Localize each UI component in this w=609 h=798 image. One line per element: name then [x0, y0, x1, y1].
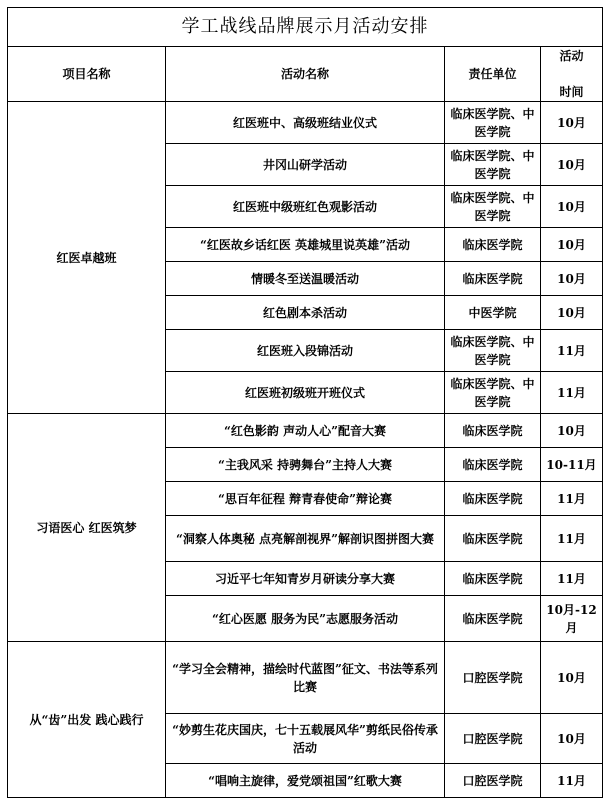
project-name-cell: 习语医心 红医筑梦 — [8, 414, 166, 642]
activity-time-cell: 11月 — [541, 562, 603, 596]
activity-time-cell: 10月 — [541, 296, 603, 330]
activity-time-cell: 10月 — [541, 714, 603, 764]
activity-name-cell: “洞察人体奥秘 点亮解剖视界”解剖识图拼图大赛 — [166, 516, 445, 562]
activity-time-cell: 10月 — [541, 262, 603, 296]
activity-schedule-table — [7, 7, 603, 798]
responsible-unit-cell: 口腔医学院 — [445, 642, 541, 714]
activity-name-cell: “红心医愿 服务为民”志愿服务活动 — [166, 596, 445, 642]
responsible-unit-cell: 临床医学院 — [445, 228, 541, 262]
responsible-unit-cell: 中医学院 — [445, 296, 541, 330]
activity-name-cell: “学习全会精神，描绘时代蓝图”征文、书法等系列比赛 — [166, 642, 445, 714]
activity-name-cell: “思百年征程 辩青春使命”辩论赛 — [166, 482, 445, 516]
activity-name-cell: “红医故乡话红医 英雄城里说英雄”活动 — [166, 228, 445, 262]
activity-time-cell: 10-11月 — [541, 448, 603, 482]
responsible-unit-cell: 临床医学院 — [445, 262, 541, 296]
activity-time-cell: 10月 — [541, 102, 603, 144]
header-time-line1: 活动 — [559, 49, 584, 63]
header-row — [8, 47, 603, 102]
activity-name-cell: 红医班中、高级班结业仪式 — [166, 102, 445, 144]
responsible-unit-cell: 临床医学院 — [445, 448, 541, 482]
activity-name-cell: “唱响主旋律，爱党颂祖国”红歌大赛 — [166, 764, 445, 798]
activity-name-cell: “妙剪生花庆国庆，七十五载展风华”剪纸民俗传承活动 — [166, 714, 445, 764]
responsible-unit-cell: 临床医学院、中医学院 — [445, 330, 541, 372]
header-project: 项目名称 — [8, 47, 166, 102]
responsible-unit-cell: 临床医学院 — [445, 414, 541, 448]
activity-time-cell: 11月 — [541, 372, 603, 414]
activity-name-cell: 红医班初级班开班仪式 — [166, 372, 445, 414]
responsible-unit-cell: 临床医学院 — [445, 482, 541, 516]
header-unit: 责任单位 — [445, 47, 541, 102]
responsible-unit-cell: 临床医学院、中医学院 — [445, 144, 541, 186]
table-row — [8, 414, 603, 448]
activity-name-cell: 情暖冬至送温暖活动 — [166, 262, 445, 296]
table-row — [8, 642, 603, 714]
responsible-unit-cell: 临床医学院 — [445, 596, 541, 642]
activity-name-cell: “红色影韵 声动人心”配音大赛 — [166, 414, 445, 448]
table-title: 学工战线品牌展示月活动安排 — [8, 8, 603, 47]
activity-name-cell: 井冈山研学活动 — [166, 144, 445, 186]
activity-time-cell: 11月 — [541, 764, 603, 798]
activity-name-cell: 习近平七年知青岁月研读分享大赛 — [166, 562, 445, 596]
activity-time-cell: 10月 — [541, 642, 603, 714]
activity-time-cell: 11月 — [541, 482, 603, 516]
activity-time-cell: 10月 — [541, 186, 603, 228]
header-time-line2: 时间 — [559, 85, 584, 99]
activity-time-cell: 10月 — [541, 414, 603, 448]
responsible-unit-cell: 临床医学院 — [445, 562, 541, 596]
title-row — [8, 8, 603, 47]
responsible-unit-cell: 临床医学院 — [445, 516, 541, 562]
header-activity: 活动名称 — [166, 47, 445, 102]
activity-name-cell: “主我风采 持骋舞台”主持人大赛 — [166, 448, 445, 482]
activity-name-cell: 红医班中级班红色观影活动 — [166, 186, 445, 228]
responsible-unit-cell: 口腔医学院 — [445, 714, 541, 764]
responsible-unit-cell: 临床医学院、中医学院 — [445, 372, 541, 414]
activity-time-cell: 11月 — [541, 330, 603, 372]
activity-time-cell: 10月-12月 — [541, 596, 603, 642]
table-row — [8, 102, 603, 144]
activity-time-cell: 11月 — [541, 516, 603, 562]
responsible-unit-cell: 临床医学院、中医学院 — [445, 186, 541, 228]
activity-name-cell: 红色剧本杀活动 — [166, 296, 445, 330]
responsible-unit-cell: 口腔医学院 — [445, 764, 541, 798]
header-time — [541, 47, 603, 102]
activity-time-cell: 10月 — [541, 228, 603, 262]
project-name-cell: 从“齿”出发 践心践行 — [8, 642, 166, 798]
activity-time-cell: 10月 — [541, 144, 603, 186]
activity-name-cell: 红医班入段锦活动 — [166, 330, 445, 372]
project-name-cell: 红医卓越班 — [8, 102, 166, 414]
responsible-unit-cell: 临床医学院、中医学院 — [445, 102, 541, 144]
